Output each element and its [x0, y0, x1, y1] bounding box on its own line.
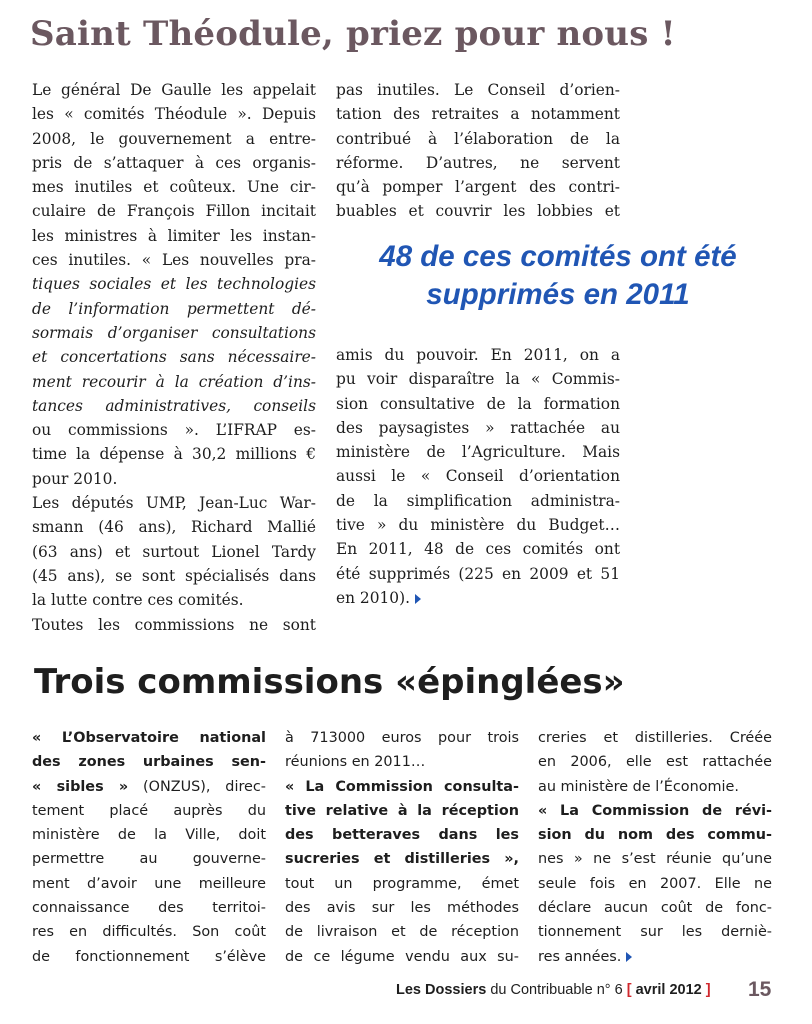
text-line: permettre au gouverne-: [32, 851, 266, 868]
text-line: culaire de François Fillon incitait: [32, 202, 316, 221]
text-line: la lutte contre ces comités.: [32, 591, 244, 610]
text-line: sion du nom des commu-: [538, 827, 772, 844]
text-line: En 2011, 48 de ces comités ont: [336, 540, 620, 559]
quote-line: tiques sociales et les technologies: [32, 275, 316, 294]
text-line: des zones urbaines sen-: [32, 754, 266, 771]
text-line: de livraison et de réception: [285, 924, 519, 941]
text-line: de fonctionnement s’élève: [32, 948, 266, 965]
footer-bracket: ]: [705, 982, 711, 998]
pull-quote: [332, 238, 784, 314]
text-line: déclare aucun coût de fonc-: [538, 900, 772, 917]
quote-line: de l’information permettent dé-: [32, 299, 316, 318]
text-line: ou commissions ». L’IFRAP es-: [32, 421, 316, 440]
text-line: amis du pouvoir. En 2011, on a: [336, 346, 620, 364]
publication-name: Les Dossiers: [396, 982, 487, 998]
page-number: 15: [748, 978, 772, 1001]
text-line: « La Commission de révi-: [538, 802, 772, 819]
text-line: les « comités Théodule ». Depuis: [32, 105, 316, 124]
text-line: aussi le « Conseil d’orientation: [336, 467, 620, 486]
text-line: tement placé auprès du: [32, 802, 266, 819]
text-line: ministère de l’Agriculture. Mais: [336, 443, 620, 462]
text-line: connaissance des territoi-: [32, 900, 266, 917]
text-line: res années.: [538, 948, 622, 965]
text-line-end: [538, 945, 772, 969]
article-title: Saint Théodule, priez pour nous !: [30, 14, 676, 54]
publication-date: avril 2012: [635, 982, 702, 998]
text-line: en 2010).: [336, 588, 410, 607]
text-line: creries et distilleries. Créée: [538, 730, 772, 746]
text-line: réforme. D’autres, ne servent: [336, 153, 620, 172]
text-line: seule fois en 2007. Elle ne: [538, 875, 772, 892]
pull-quote-line: supprimés en 2011: [426, 278, 690, 311]
text-line: (45 ans), se sont spécialisés dans: [32, 566, 316, 585]
text-line: pu voir disparaître la « Commis-: [336, 370, 620, 389]
text-line: tionnement sur les derniè-: [538, 924, 772, 941]
quote-line: sormais d’organiser consultations: [32, 323, 316, 342]
text-line: des avis sur les méthodes: [285, 900, 519, 917]
article-column-1: [32, 78, 316, 637]
text-line: tout un programme, émet: [285, 875, 519, 892]
text-line: les ministres à limiter les instan-: [32, 226, 316, 245]
text-line: time la dépense à 30,2 millions €: [32, 445, 316, 464]
text-line: nes » ne s’est réunie qu’une: [538, 851, 772, 868]
text-line: des paysagistes » rattachée au: [336, 418, 620, 437]
article-column-2-top: [336, 78, 620, 224]
quote-line: et concertations sans nécessaire-: [32, 348, 316, 367]
bold-text: sibles »: [56, 778, 129, 795]
text-line: pas inutiles. Le Conseil d’orien-: [336, 81, 620, 99]
text-line: Le général De Gaulle les appelait: [32, 81, 316, 99]
end-of-article-icon: [415, 594, 421, 604]
text-line: sion consultative de la formation: [336, 394, 620, 413]
text-line: [32, 775, 266, 799]
footer-bracket: [: [626, 982, 632, 998]
text-line: de la simplification administra-: [336, 491, 620, 510]
text-line: mes inutiles et coûteux. Une cir-: [32, 178, 316, 197]
text-line: Les députés UMP, Jean-Luc War-: [32, 494, 316, 513]
text-line: ministère de la Ville, doit: [32, 827, 266, 844]
text-line: au ministère de l’Économie.: [538, 778, 739, 795]
text-line: « La Commission consulta-: [285, 778, 519, 795]
text-line: (63 ans) et surtout Lionel Tardy: [32, 542, 316, 561]
text-line: qu’à pomper l’argent des contri-: [336, 178, 620, 197]
end-of-article-icon: [626, 952, 632, 962]
text-line: pour 2010.: [32, 469, 118, 488]
text-line: en 2006, elle est rattachée: [538, 754, 772, 771]
section-title: Trois commissions «épinglées»: [34, 662, 625, 702]
text-line: buables et couvrir les lobbies et: [336, 202, 620, 221]
text-line: Toutes les commissions ne sont: [32, 615, 316, 634]
text-line: ces inutiles. « Les nouvelles pra-: [32, 251, 316, 270]
text-line: à 713000 euros pour trois: [285, 730, 519, 746]
text-line: réunions en 2011…: [285, 754, 426, 771]
article-column-2-bottom: [336, 343, 620, 610]
text-line: contribué à l’élaboration de la: [336, 129, 620, 148]
publication-issue: du Contribuable n° 6: [490, 982, 623, 998]
section-column-3: [538, 726, 772, 969]
text-line: tive relative à la réception: [285, 802, 519, 819]
text-line: res en difficultés. Son coût: [32, 924, 266, 941]
text-line: smann (46 ans), Richard Mallié: [32, 518, 316, 537]
text-line-content: sibles » (ONZUS), direc-: [56, 778, 267, 795]
text-line: « L’Observatoire national: [32, 730, 266, 746]
text-line: tive » du ministère du Budget…: [336, 516, 620, 535]
section-column-2: [285, 726, 519, 969]
quote-line: ment recourir à la création d’ins-: [32, 372, 316, 391]
text-line: tation des retraites a notamment: [336, 105, 620, 124]
bold-text: «: [32, 778, 57, 795]
text-line: sucreries et distilleries »,: [285, 851, 519, 868]
text-line: de ce légume vendu aux su-: [285, 948, 519, 965]
text-line-end: [336, 586, 620, 610]
section-column-1: [32, 726, 266, 969]
text-line: pris de s’attaquer à ces organis-: [32, 153, 316, 172]
text-line: ment d’avoir une meilleure: [32, 875, 266, 892]
text-line: été supprimés (225 en 2009 et 51: [336, 564, 620, 583]
text-line: 2008, le gouvernement a entre-: [32, 129, 316, 148]
quote-line: tances administratives, conseils: [32, 396, 316, 415]
pull-quote-line: 48 de ces comités ont été: [379, 240, 737, 273]
page-footer: [396, 982, 776, 998]
text-line: des betteraves dans les: [285, 827, 519, 844]
